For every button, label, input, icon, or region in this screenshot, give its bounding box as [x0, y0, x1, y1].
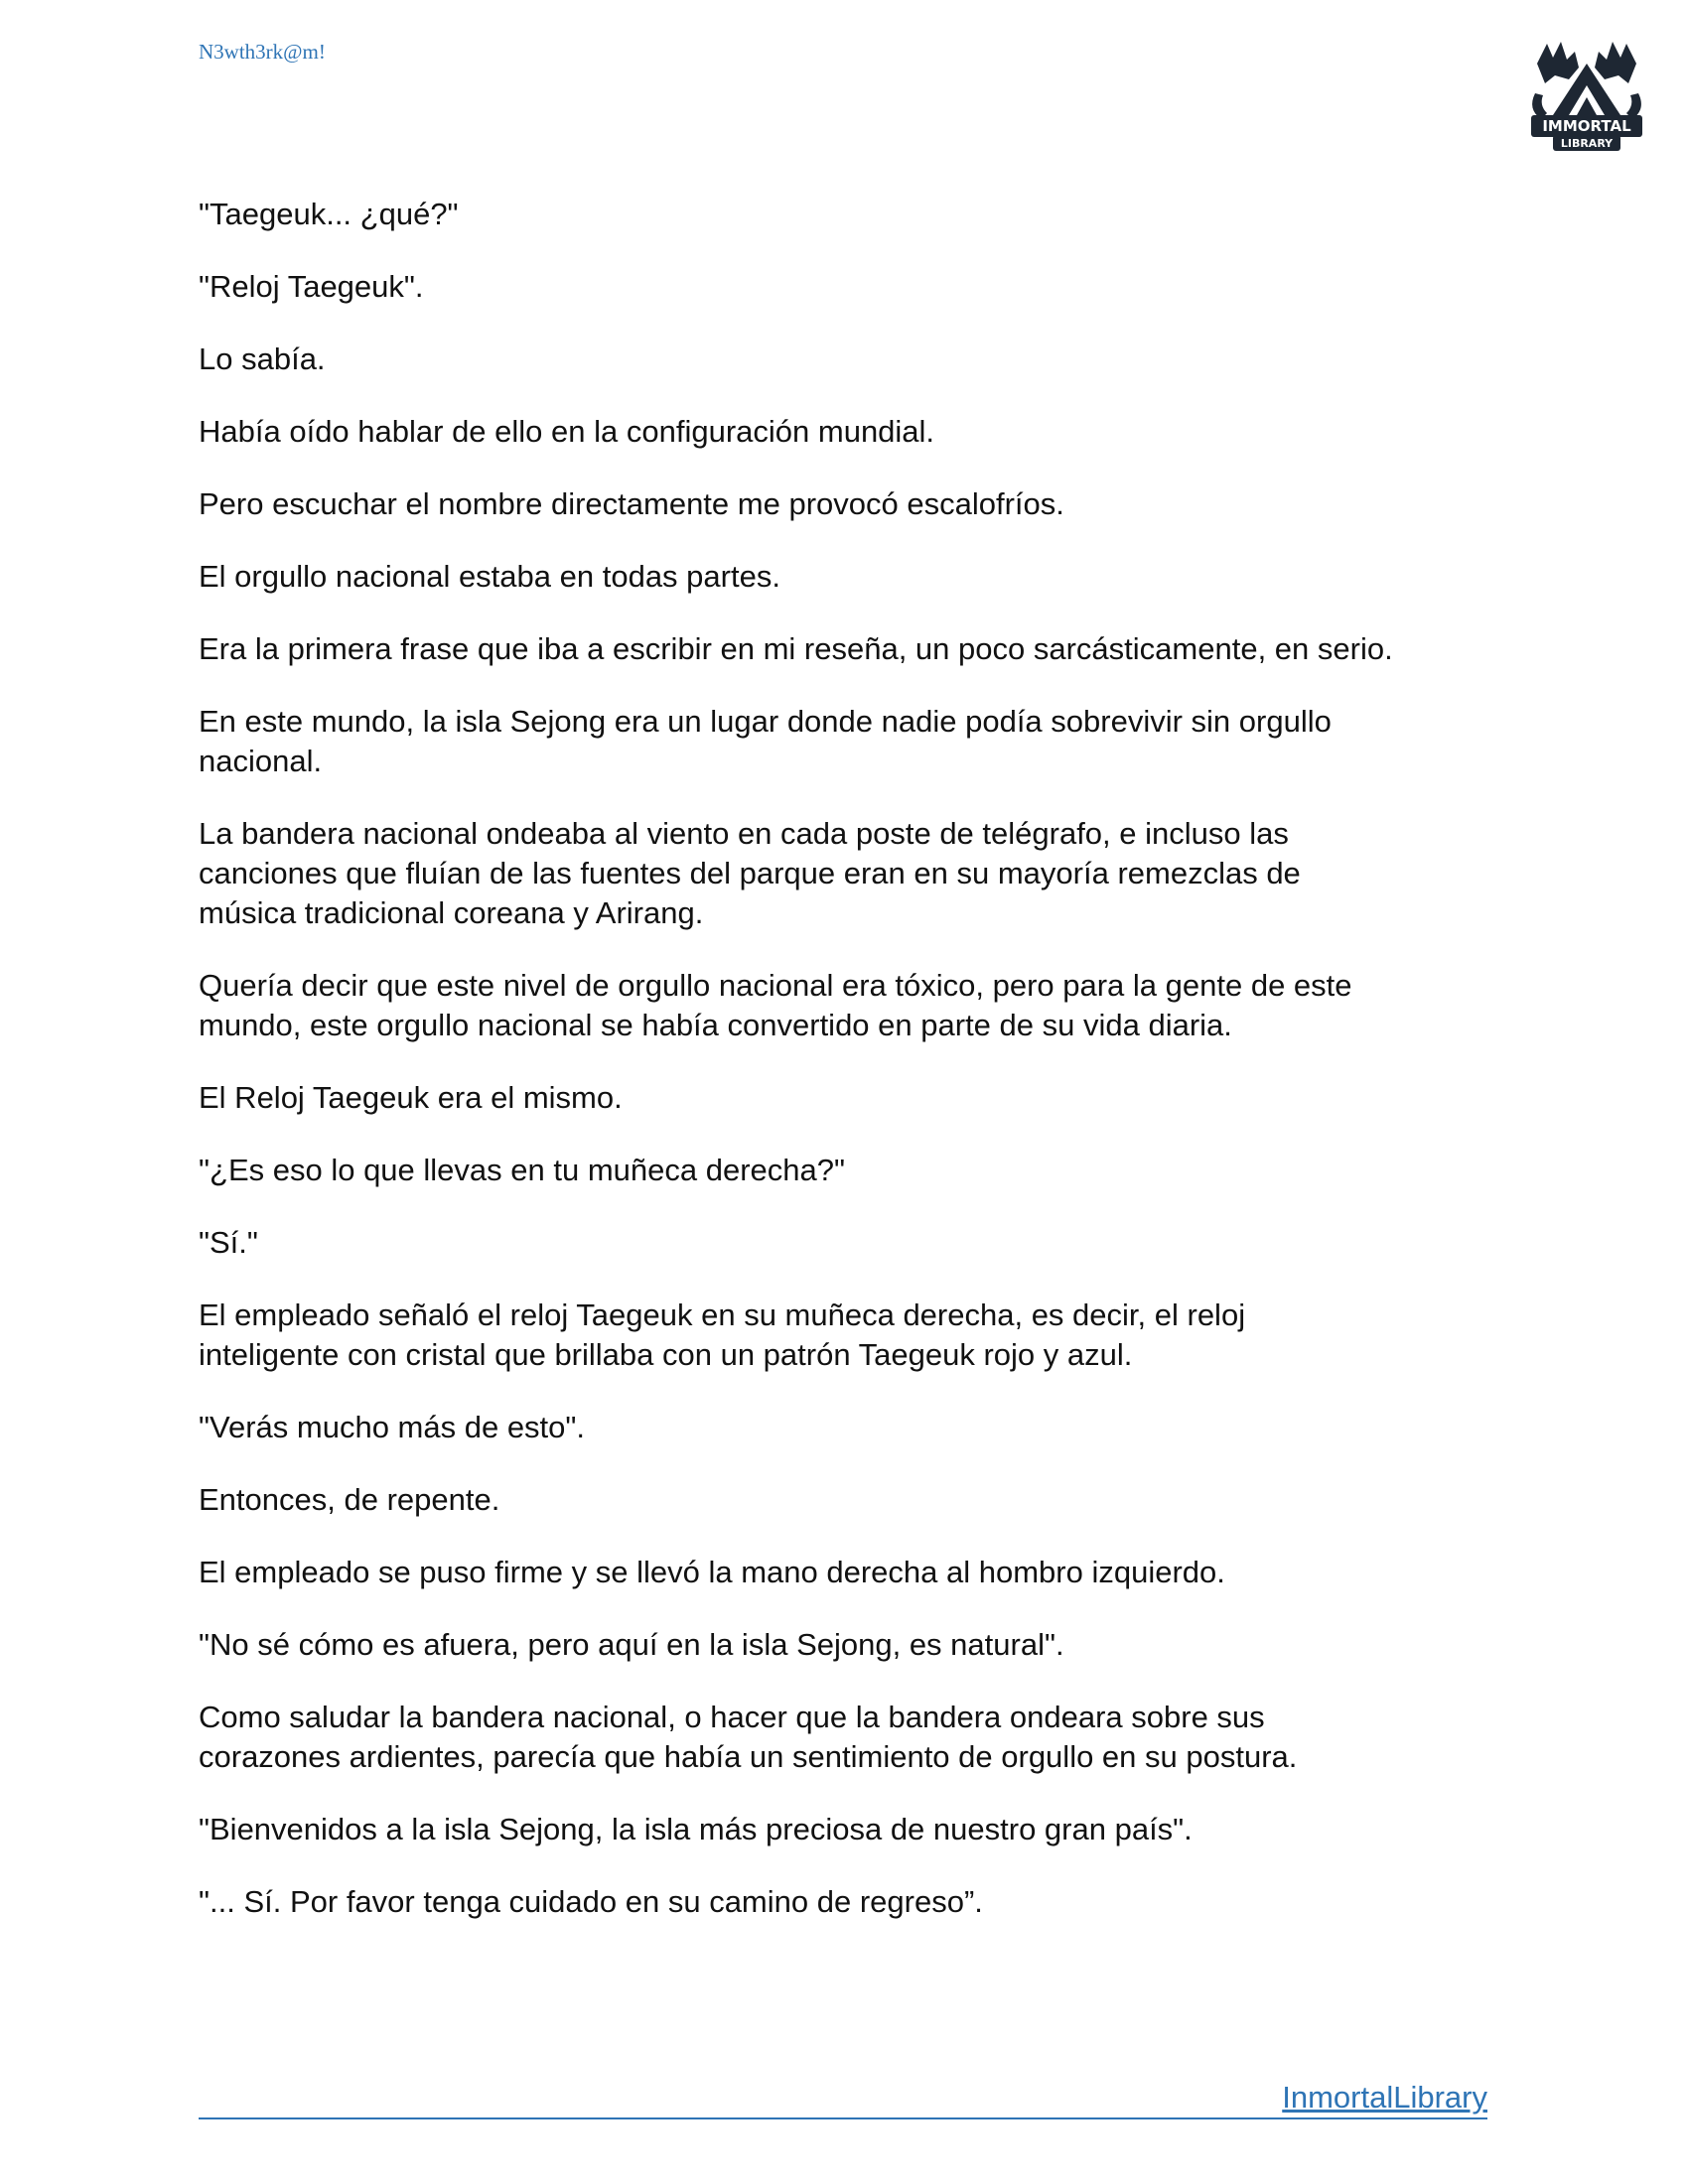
logo-line1: IMMORTAL [1542, 117, 1631, 135]
paragraph: En este mundo, la isla Sejong era un lugar donde nadie podía sobrevivir sin orgullo nacional. [199, 704, 1332, 778]
paragraph: "... Sí. Por favor tenga cuidado en su camino de regreso”. [199, 1884, 983, 1919]
footer-divider [199, 2117, 1487, 2119]
paragraph: Entonces, de repente. [199, 1482, 500, 1517]
paragraph: "No sé cómo es afuera, pero aquí en la isla Sejong, es natural". [199, 1627, 1064, 1662]
paragraph: La bandera nacional ondeaba al viento en cada poste de telégrafo, e incluso las canciones que fluían de las fuentes del parque eran en su mayoría remezclas de música tradicional coreana y Arirang. [199, 816, 1301, 930]
paragraph: "¿Es eso lo que llevas en tu muñeca derecha?" [199, 1153, 845, 1187]
document-body [199, 195, 1509, 1955]
paragraph: "Taegeuk... ¿qué?" [199, 197, 459, 231]
paragraph: Quería decir que este nivel de orgullo nacional era tóxico, pero para la gente de este mundo, este orgullo nacional se había convertido en parte de su vida diaria. [199, 968, 1352, 1042]
header-tag: N3wth3rk@m! [199, 40, 326, 64]
paragraph: El empleado señaló el reloj Taegeuk en su muñeca derecha, es decir, el reloj inteligente con cristal que brillaba con un patrón Taegeuk rojo y azul. [199, 1297, 1246, 1372]
paragraph: "Sí." [199, 1225, 258, 1260]
paragraph: Como saludar la bandera nacional, o hacer que la bandera ondeara sobre sus corazones ardientes, parecía que había un sentimiento de orgullo en su postura. [199, 1700, 1298, 1774]
paragraph: El orgullo nacional estaba en todas partes. [199, 559, 780, 594]
paragraph: "Verás mucho más de esto". [199, 1410, 586, 1444]
logo-line2: LIBRARY [1560, 137, 1614, 150]
paragraph: "Bienvenidos a la isla Sejong, la isla más preciosa de nuestro gran país". [199, 1812, 1193, 1846]
paragraph: "Reloj Taegeuk". [199, 269, 424, 304]
paragraph: Lo sabía. [199, 341, 326, 376]
paragraph: El Reloj Taegeuk era el mismo. [199, 1080, 623, 1115]
paragraph: Había oído hablar de ello en la configuración mundial. [199, 414, 935, 449]
paragraph: El empleado se puso firme y se llevó la mano derecha al hombro izquierdo. [199, 1555, 1225, 1589]
immortal-library-logo [1517, 24, 1656, 163]
paragraph: Pero escuchar el nombre directamente me provocó escalofríos. [199, 486, 1064, 521]
footer-link[interactable]: InmortalLibrary [1282, 2080, 1487, 2115]
paragraph: Era la primera frase que iba a escribir en mi reseña, un poco sarcásticamente, en serio. [199, 631, 1393, 666]
